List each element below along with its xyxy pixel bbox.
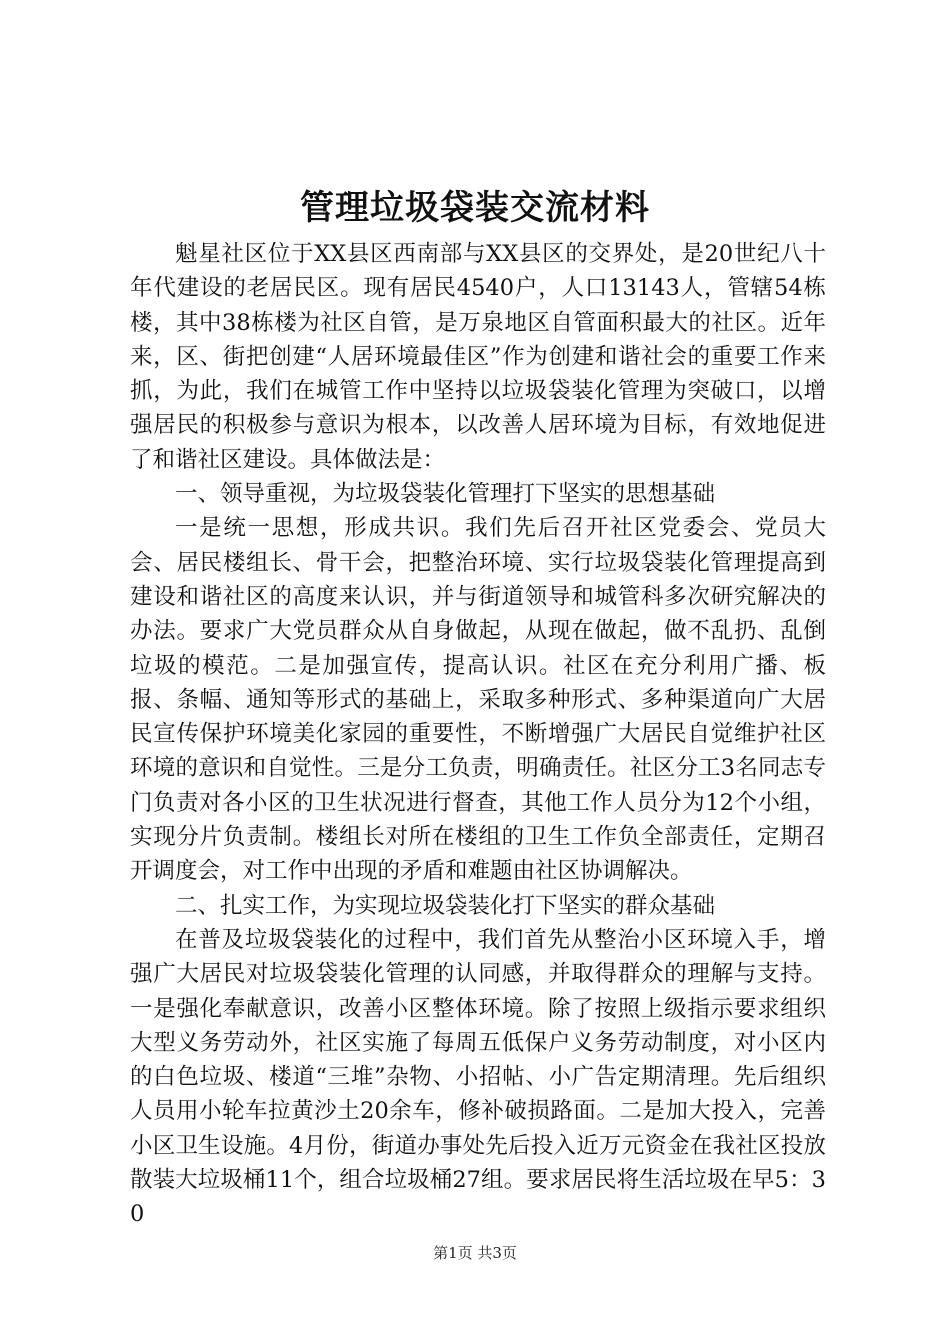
section-heading-1: 一、领导重视，为垃圾袋装化管理打下坚实的思想基础 <box>175 481 716 508</box>
intro-paragraph: 魁星社区位于XX县区西南部与XX县区的交界处，是20世纪八十年代建设的老居民区。现有居民4540户，人口13143人，管辖54栋楼，其中38栋楼为社区自管，是万泉地区自管面积最大的社区。近年来，区、街把创建“人居环境最佳区”作为创建和谐社会的重要工作来抓，为此，我们在城管工作中坚持以垃圾袋装化管理为突破口，以增强居民的积极参与意识为根本，以改善人居环境为目标，有效地促进了和谐社区建设。具体做法是： <box>130 241 826 473</box>
section-2-paragraph: 在普及垃圾袋装化的过程中，我们首先从整治小区环境入手，增强广大居民对垃圾袋装化管理的认同感，并取得群众的理解与支持。一是强化奉献意识，改善小区整体环境。除了按照上级指示要求组织大型义务劳动外，社区实施了每周五低保户义务劳动制度，对小区内的白色垃圾、楼道“三堆”杂物、小招帖、小广告定期清理。先后组织人员用小轮车拉黄沙土20余车，修补破损路面。二是加大投入，完善小区卫生设施。4月份，街道办事处先后投入近万元资金在我社区投放散装大垃圾桶11个，组合垃圾桶27组。要求居民将生活垃圾在早5：30 <box>130 926 826 1228</box>
page-footer: 第1页 共3页 <box>433 1244 517 1262</box>
document-body <box>130 237 826 1232</box>
document-title: 管理垃圾袋装交流材料 <box>300 188 650 228</box>
section-1-paragraph: 一是统一思想，形成共识。我们先后召开社区党委会、党员大会、居民楼组长、骨干会，把整治环境、实行垃圾袋装化管理提高到建设和谐社区的高度来认识，并与街道领导和城管科多次研究解决的办法。要求广大党员群众从自身做起，从现在做起，做不乱扔、乱倒垃圾的模范。二是加强宣传，提高认识。社区在充分利用广播、板报、条幅、通知等形式的基础上，采取多种形式、多种渠道向广大居民宣传保护环境美化家园的重要性，不断增强广大居民自觉维护社区环境的意识和自觉性。三是分工负责，明确责任。社区分工3名同志专门负责对各小区的卫生状况进行督查，其他工作人员分为12个小组，实现分片负责制。楼组长对所在楼组的卫生工作负全部责任，定期召开调度会，对工作中出现的矛盾和难题由社区协调解决。 <box>130 515 826 885</box>
section-heading-2: 二、扎实工作，为实现垃圾袋装化打下坚实的群众基础 <box>175 892 716 919</box>
